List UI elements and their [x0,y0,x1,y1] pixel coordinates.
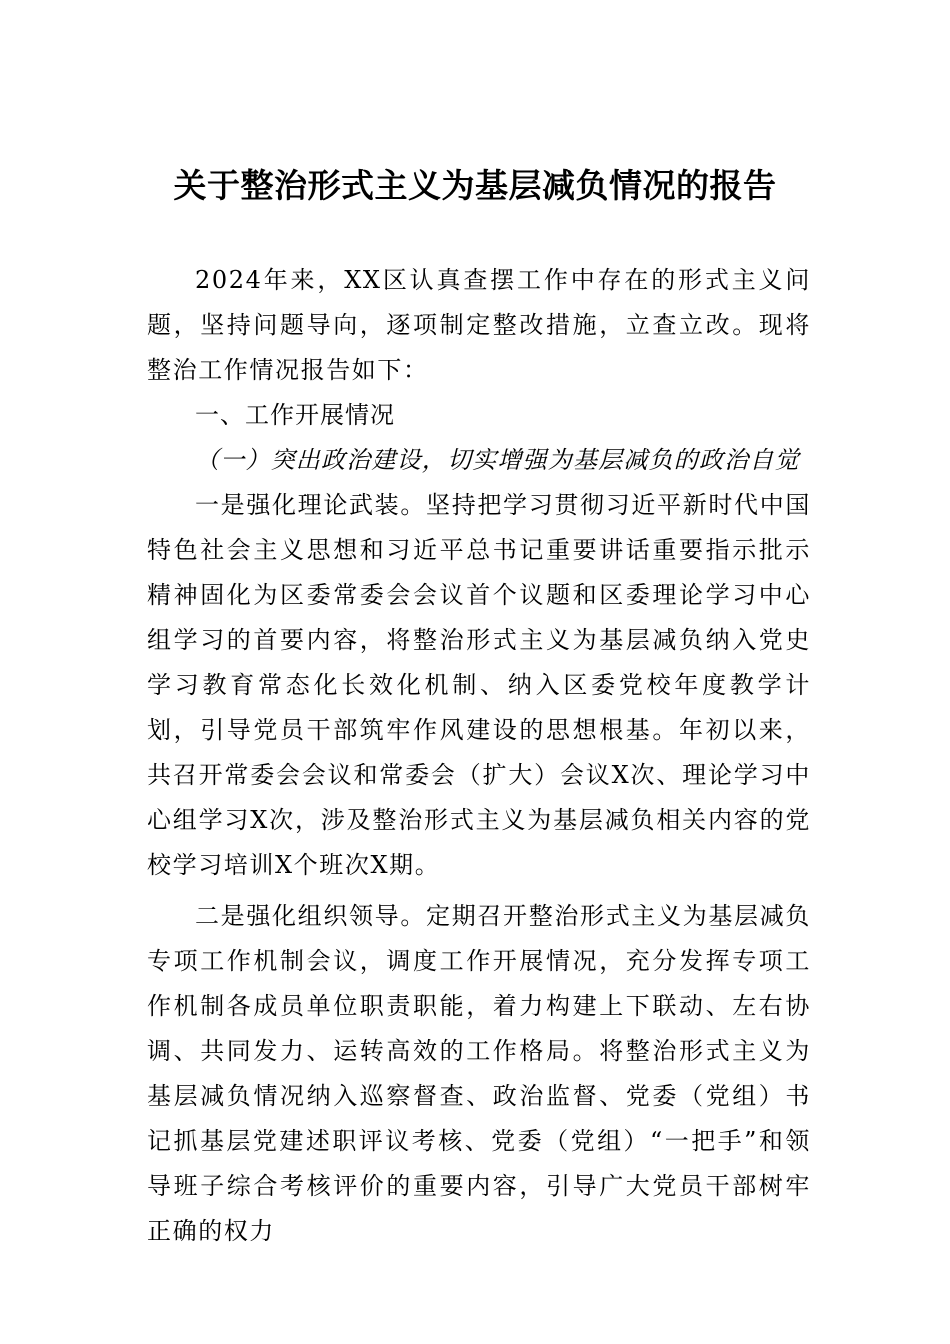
document-title: 关于整治形式主义为基层减负情况的报告 [173,166,777,205]
body-paragraph-2: 二是强化组织领导。定期召开整治形式主义为基层减负专项工作机制会议，调度工作开展情况，充分发挥专项工作机制各成员单位职责职能，着力构建上下联动、左右协调、共同发力、运转高效的工作格局。将整治形式主义为基层减负情况纳入巡察督查、政治监督、党委（党组）书记抓基层党建述职评议考核、党委（党组）“一把手”和领导班子综合考核评价的重要内容，引导广大党员干部树牢正确的权力 [147,902,811,1245]
body-paragraph-1: 一是强化理论武装。坚持把学习贯彻习近平新时代中国特色社会主义思想和习近平总书记重要讲话重要指示批示精神固化为区委常委会会议首个议题和区委理论学习中心组学习的首要内容，将整治形式主义为基层减负纳入党史学习教育常态化长效化机制、纳入区委党校年度教学计划，引导党员干部筑牢作风建设的思想根基。年初以来，共召开常委会会议和常委会（扩大）会议X次、理论学习中心组学习X次，涉及整治形式主义为基层减负相关内容的党校学习培训X个班次X期。 [147,491,811,879]
subsection-heading: （一）突出政治建设，切实增强为基层减负的政治自觉 [195,446,800,474]
section-heading: 一、工作开展情况 [195,401,395,429]
document-body [147,258,811,1254]
intro-paragraph: 2024年来，XX区认真查摆工作中存在的形式主义问题，坚持问题导向，逐项制定整改措施，立查立改。现将整治工作情况报告如下： [147,266,811,384]
